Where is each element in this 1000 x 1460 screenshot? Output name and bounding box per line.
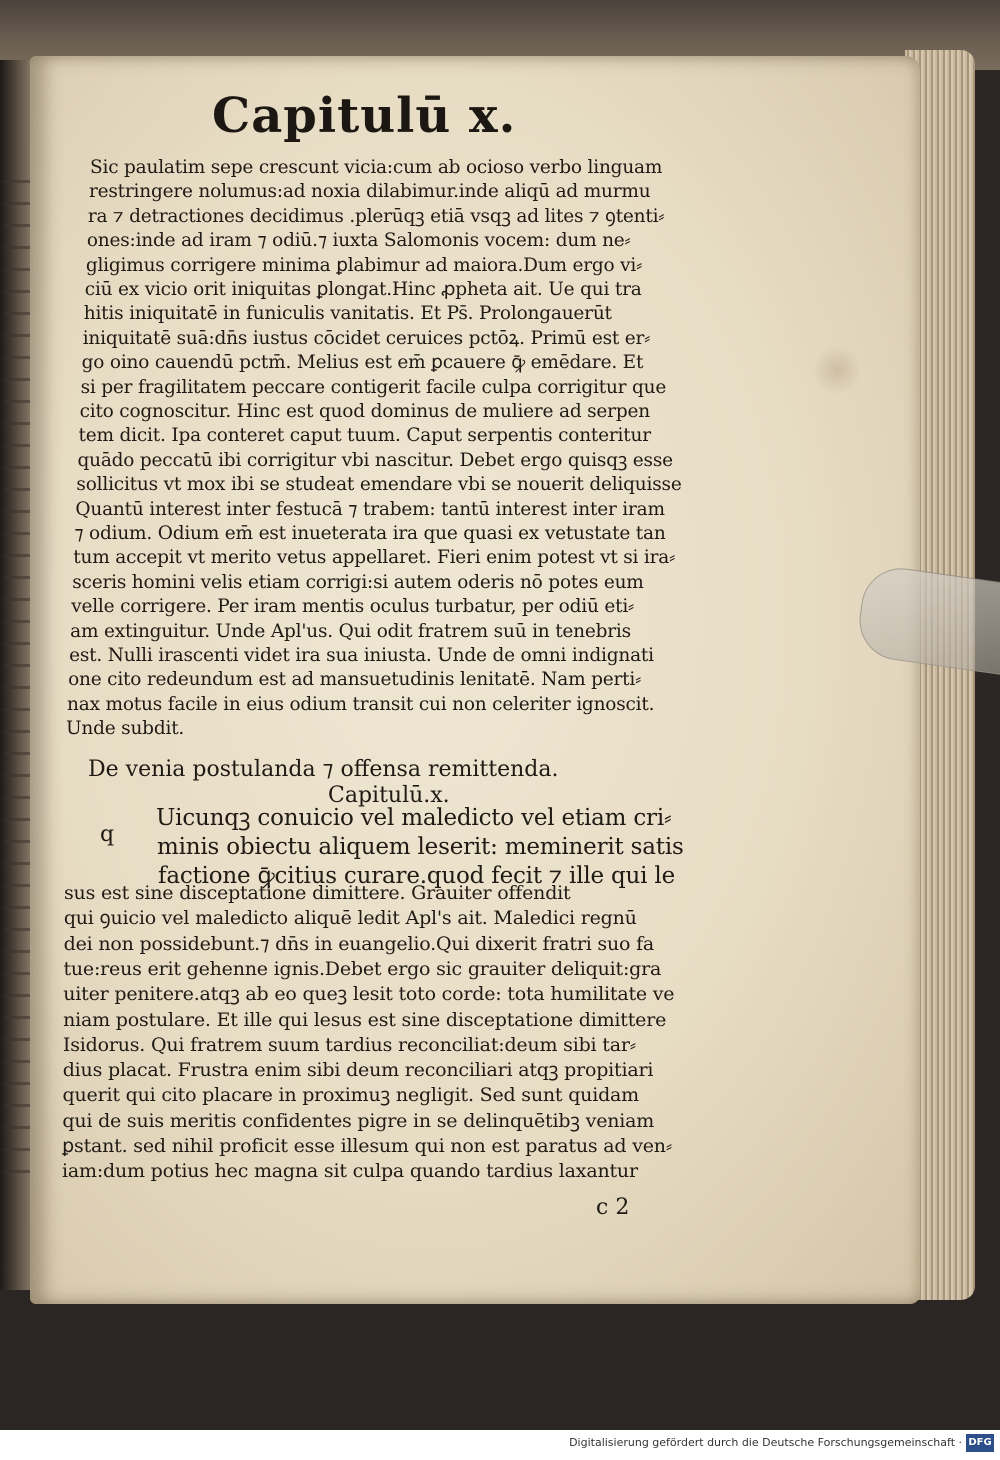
text-line: one cito redeundum est ad mansuetudinis lenitatē. Nam perti⸗ <box>68 669 642 691</box>
facing-page-text <box>4 180 32 1180</box>
text-line: iam:dum potius hec magna sit culpa quando tardius laxantur <box>62 1160 638 1183</box>
text-line: go oino cauendū pctm̄. Melius est em̄ ꝑcauere ꝙ̄ emēdare. Et <box>81 352 644 374</box>
text-line: Uicunqꝫ conuicio vel maledicto vel etiam cri⸗ <box>156 805 672 831</box>
text-line: factione ꝙ̄citius curare.quod fecit ⁊ ille qui le <box>158 863 676 889</box>
paper-stain <box>815 342 859 398</box>
text-line: ⁊ odium. Odium em̄ est inueterata ira que quasi ex vetustate tan <box>74 523 666 544</box>
text-line: uiter penitere.atqꝫ ab eo queꝫ lesit toto corde: tota humilitate ve <box>63 983 675 1006</box>
text-line: Sic paulatim sepe crescunt vicia:cum ab ocioso verbo linguam <box>90 157 663 178</box>
text-line: gligimus corrigere minima ꝑlabimur ad maiora.Dum ergo vi⸗ <box>85 254 643 276</box>
text-line: restringere nolumus:ad noxia dilabimur.inde aliqū ad murmu <box>88 181 651 203</box>
text-line: Isidorus. Qui fratrem suum tardius reconciliat:deum sibi tar⸗ <box>62 1033 636 1056</box>
text-line: am extinguitur. Unde Apl'us. Qui odit fratrem suū in tenebris <box>70 620 631 642</box>
text-line: ꝑstant. sed nihil proficit esse illesum qui non est paratus ad ven⸗ <box>62 1135 672 1157</box>
text-line: quādo peccatū ibi corrigitur vbi nascitur. Debet ergo quisqꝫ esse <box>77 449 673 471</box>
text-line: velle corrigere. Per iram mentis oculus turbatur, per odiū eti⸗ <box>71 596 635 618</box>
text-line: qui de suis meritis confidentes pigre in se delinquētibꝫ veniam <box>62 1109 655 1132</box>
text-line: est. Nulli irascenti videt ira sua iniusta. Unde de omni indignati <box>69 645 654 666</box>
text-line: ra ⁊ detractiones decidimus .plerūqꝫ etiā vsqꝫ ad lites ⁊ ꝯtenti⸗ <box>87 205 665 227</box>
text-line: hitis iniquitatē in funiculis vanitatis. Et Ps̄. Prolongauerūt <box>83 303 612 325</box>
chapter-title: Capitulū x. <box>212 88 517 144</box>
text-line: tem dicit. Ipa conteret caput tuum. Caput serpentis conteritur <box>78 425 651 447</box>
text-line: niam postulare. Et ille qui lesus est sine disceptatione dimittere <box>63 1008 667 1031</box>
text-line: Unde subdit. <box>66 718 185 740</box>
text-line: qui ꝯuicio vel maledicto aliquē ledit Apl's ait. Maledici regnū <box>63 907 637 930</box>
text-line: tum accepit vt merito vetus appellaret. Fieri enim potest vt si ira⸗ <box>73 547 676 569</box>
text-line: iniquitatē suā:dn̄s iustus cōcidet ceruices pctōꝝ. Primū est er⸗ <box>82 327 651 349</box>
text-line: tue:reus erit gehenne ignis.Debet ergo sic grauiter deliquit:gra <box>63 957 662 980</box>
footer-credit: Digitalisierung gefördert durch die Deutsche Forschungsgemeinschaft · <box>569 1436 962 1449</box>
text-line: dei non possidebunt.⁊ dn̄s in euangelio.Qui dixerit fratri suo fa <box>63 932 655 955</box>
signature-mark: c 2 <box>596 1195 630 1220</box>
initial-guide-letter: q <box>100 822 115 847</box>
section-subheading: Capitulū.x. <box>328 783 450 808</box>
text-line: sollicitus vt mox ibi se studeat emendare vbi se nouerit deliquisse <box>76 474 682 496</box>
text-line: nax motus facile in eius odium transit cui non celeriter ignoscit. <box>67 693 655 715</box>
text-line: sceris homini velis etiam corrigi:si autem oderis nō potes eum <box>72 571 644 593</box>
text-line: Quantū interest inter festucā ⁊ trabem: tantū interest inter iram <box>75 498 665 520</box>
text-line: ones:inde ad iram ⁊ odiū.⁊ iuxta Salomonis vocem: dum ne⸗ <box>86 230 631 252</box>
text-line: sus est sine disceptatione dimittere. Grauiter offendit <box>64 882 571 904</box>
text-line: dius placat. Frustra enim sibi deum reconciliari atqꝫ propitiari <box>62 1059 654 1082</box>
text-line: cito cognoscitur. Hinc est quod dominus de muliere ad serpen <box>79 401 650 422</box>
section-heading: De venia postulanda ⁊ offensa remittenda. <box>88 757 559 782</box>
text-line: si per fragilitatem peccare contigerit facile culpa corrigitur que <box>80 376 667 398</box>
text-line: ciū ex vicio orit iniquitas ꝑlongat.Hinc ꝓpheta ait. Ue qui tra <box>84 279 642 300</box>
text-line: querit qui cito placare in proximuꝫ negligit. Sed sunt quidam <box>62 1084 639 1107</box>
text-line: minis obiectu aliquem leserit: meminerit satis <box>157 834 684 860</box>
dfg-logo: DFG <box>966 1434 994 1452</box>
